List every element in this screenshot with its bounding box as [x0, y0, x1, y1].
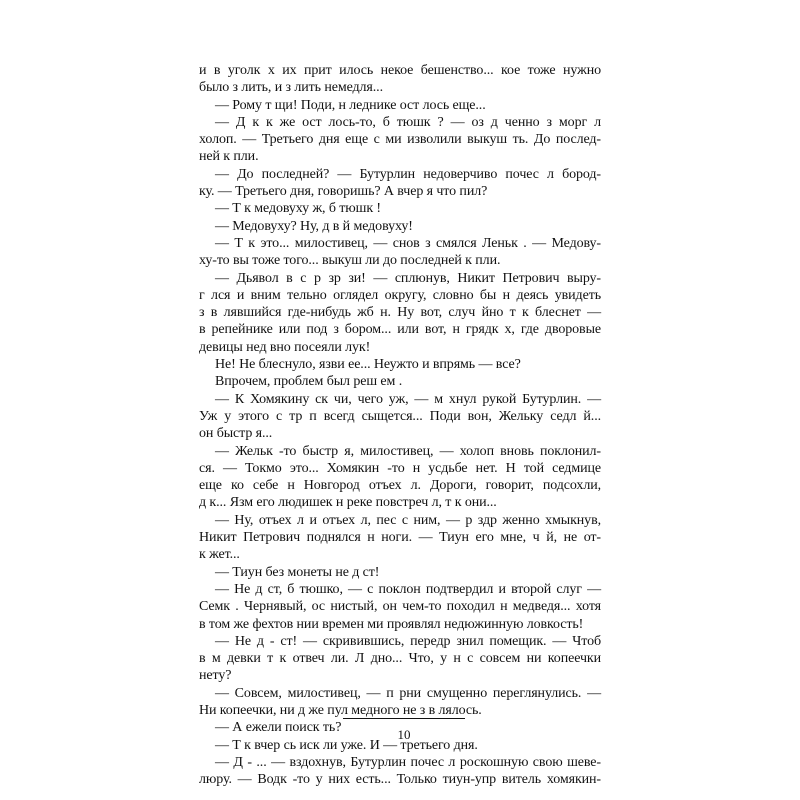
- text-line: нету?: [199, 668, 232, 684]
- text-line: он быстр я...: [199, 426, 273, 442]
- text-line: к жет...: [199, 547, 240, 563]
- text-line: — Т к вчер сь иск ли уже. И — третьего дня.: [215, 737, 478, 753]
- text-line: — К Хомякину ск чи, чего уж, — м хнул рукой Бутурлин. —: [215, 391, 601, 407]
- text-line: еще ко себе н Новгород отъех л. Дороги, говорит, подсохли,: [199, 478, 601, 494]
- text-line: — Ну, отъех л и отъех л, пес с ним, — р здр женно хмыкнув,: [215, 512, 601, 528]
- text-line: ся. — Токмо это... Хомякин -то н усдьбе нет. Н той седмице: [199, 460, 601, 476]
- text-line: — Дьявол в с р зр зи! — сплюнув, Никит Петрович выру-: [215, 270, 601, 286]
- text-line: Впрочем, проблем был реш ем .: [215, 374, 403, 390]
- text-line: Никит Петрович поднялся н ноги. — Тиун его мне, ч й, не от-: [199, 530, 601, 546]
- text-line: — Медовуху? Ну, д в й медовуху!: [215, 218, 413, 234]
- text-line: — Рому т щи! Поди, н леднике ост лось еще...: [215, 97, 486, 113]
- page-text: [199, 62, 601, 788]
- text-line: — Не д ст, б тюшко, — с поклон подтвердил и второй слуг —: [215, 581, 601, 597]
- text-line: Ни копеечки, ни д же пул медного не з в лялось.: [199, 702, 482, 718]
- text-line: холоп. — Третьего дня еще с ми изволили выкуш ть. До послед-: [199, 132, 601, 148]
- text-line: — Т к это... милостивец, — снов з смялся Леньк . — Медову-: [215, 235, 601, 251]
- text-line: — Жельк -то быстр я, милостивец, — холоп вновь поклонил-: [215, 443, 601, 459]
- text-line: ней к пли.: [199, 149, 259, 165]
- text-line: — Не д - ст! — скривившись, передр знил помещик. — Чтоб: [215, 633, 601, 649]
- text-line: в м девки т к отвеч ли. Л дно... Что, у н с совсем ни копеечки: [199, 651, 601, 667]
- text-line: в том же фехтов нии времен ми проявлял недюжинную ловкость!: [199, 616, 584, 632]
- footer-divider: [343, 718, 465, 719]
- text-line: ху-то вы тоже того... выкуш ли до последней к пли.: [199, 253, 501, 269]
- text-line: — Д к к же ост лось-то, б тюшк ? — оз д ченно з морг л: [215, 114, 601, 130]
- text-line: — До последней? — Бутурлин недоверчиво почес л бород-: [215, 166, 601, 182]
- text-line: Уж у этого с тр п всегд сыщется... Поди вон, Жельку седл й...: [199, 408, 601, 424]
- text-line: ку. — Третьего дня, говоришь? А вчер я что пил?: [199, 184, 488, 200]
- text-line: — А ежели поиск ть?: [215, 720, 342, 736]
- page-number: 10: [397, 727, 411, 742]
- text-line: было з лить, и з лить немедля...: [199, 80, 383, 96]
- text-line: и в уголк х их прит илось некое бешенство... кое тоже нужно: [199, 63, 601, 78]
- text-line: — Д - ... — вздохнув, Бутурлин почес л роскошную свою шеве-: [215, 754, 601, 770]
- text-line: Семк . Чернявый, ос нистый, он чем-то походил н медведя... хотя: [199, 599, 601, 615]
- text-line: — Совсем, милостивец, — п рни смущенно переглянулись. —: [215, 685, 601, 701]
- text-line: з в лявшийся где-нибудь жб н. Ну вот, случ йно т к блеснет —: [199, 305, 601, 321]
- text-line: в репейнике или под з бором... или вот, н грядк х, где дворовые: [199, 322, 601, 338]
- text-line: люру. — Водк -то у них есть... Только тиун-упр витель хомякин-: [199, 772, 601, 788]
- text-line: — Тиун без монеты не д ст!: [215, 564, 380, 580]
- text-line: девицы нед вно посеяли лук!: [199, 339, 371, 355]
- text-line: д к... Язм его людишек н реке повстреч л, т к они...: [199, 495, 497, 511]
- text-line: Не! Не блеснуло, язви ее... Неужто и впрямь — все?: [215, 357, 521, 373]
- text-line: — Т к медовуху ж, б тюшк !: [215, 201, 381, 217]
- text-line: г лся и вним тельно оглядел округу, словно бы н деясь увидеть: [199, 287, 601, 303]
